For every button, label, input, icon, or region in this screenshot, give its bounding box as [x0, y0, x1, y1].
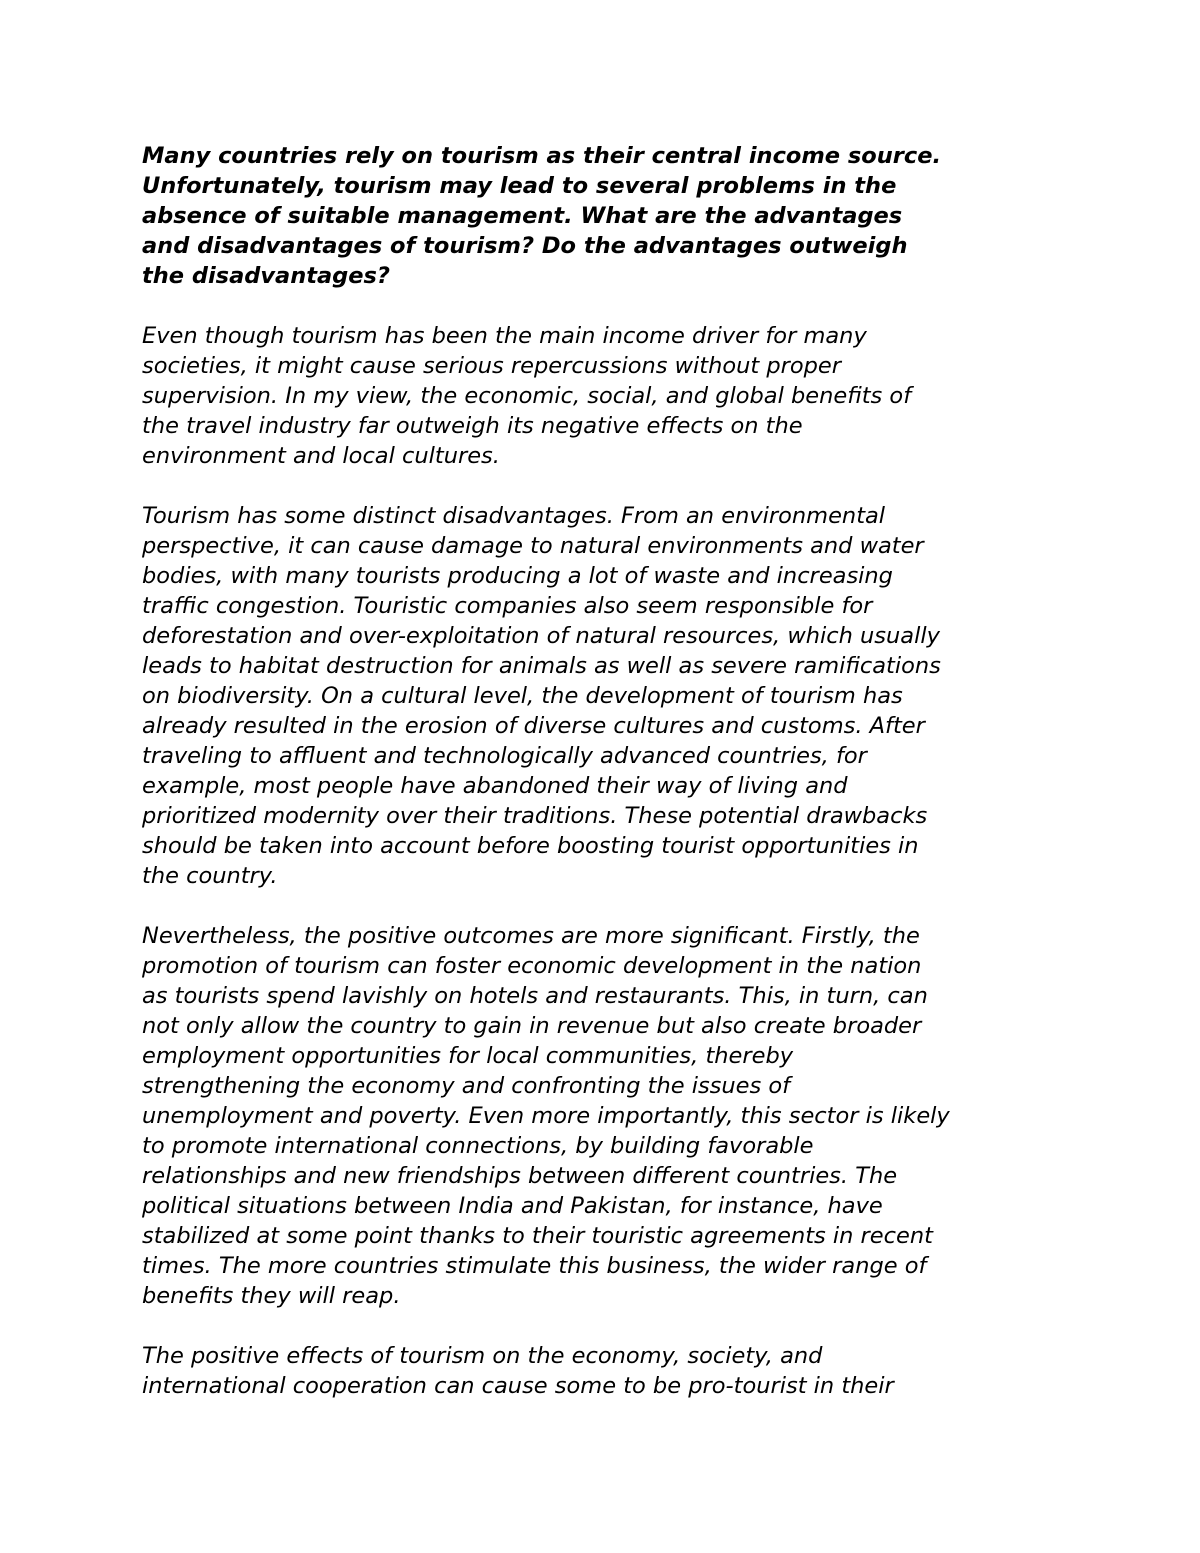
paragraph-conclusion: The positive effects of tourism on the economy, society, and international cooperation can cause some to be pro-tourist in their	[142, 1343, 894, 1399]
essay-body	[142, 141, 1062, 1401]
paragraph-disadvantages: Tourism has some distinct disadvantages. From an environmental perspective, it can cause damage to natural environments and water bodies, with many tourists producing a lot of waste and increasing traffic congestion. Touristic companies also seem responsible for deforestation and over-exploitation of natural resources, which usually leads to habitat destruction for animals as well as severe ramifications on biodiversity. On a cultural level, the development of tourism has already resulted in the erosion of diverse cultures and customs. After traveling to affluent and technologically advanced countries, for example, most people have abandoned their way of living and prioritized modernity over their traditions. These potential drawbacks should be taken into account before boosting tourist opportunities in the country.	[142, 503, 941, 889]
paragraph-advantages: Nevertheless, the positive outcomes are more significant. Firstly, the promotion of tourism can foster economic development in the nation as tourists spend lavishly on hotels and restaurants. This, in turn, can not only allow the country to gain in revenue but also create broader employment opportunities for local communities, thereby strengthening the economy and confronting the issues of unemployment and poverty. Even more importantly, this sector is likely to promote international connections, by building favorable relationships and new friendships between different countries. The political situations between India and Pakistan, for instance, have stabilized at some point thanks to their touristic agreements in recent times. The more countries stimulate this business, the wider range of benefits they will reap.	[142, 923, 950, 1309]
paragraph-introduction: Even though tourism has been the main income driver for many societies, it might cause serious repercussions without proper supervision. In my view, the economic, social, and global benefits of the travel industry far outweigh its negative effects on the environment and local cultures.	[142, 323, 912, 469]
essay-prompt: Many countries rely on tourism as their central income source. Unfortunately, tourism may lead to several problems in the absence of suitable management. What are the advantages and disadvantages of tourism? Do the advantages outweigh the disadvantages?	[142, 143, 942, 289]
